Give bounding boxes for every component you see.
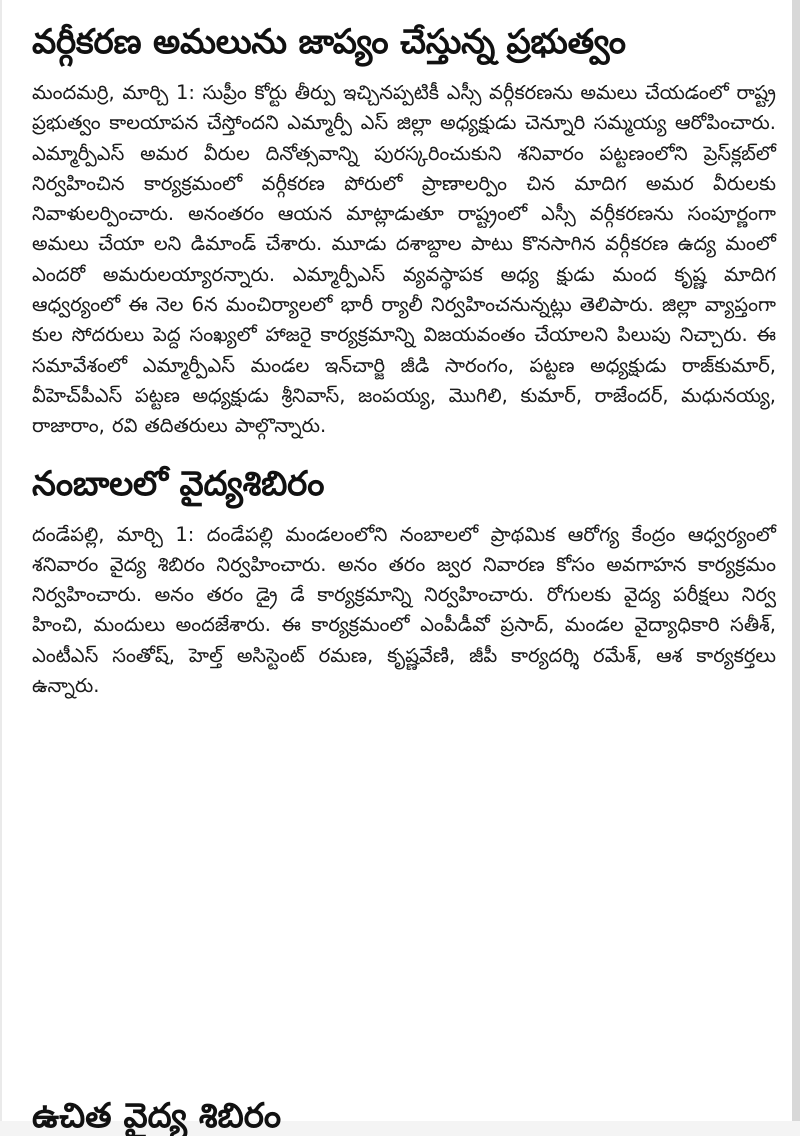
article-body: దండేపల్లి, మార్చి 1: దండేపల్లి మండలంలోని నంబాలలో ప్రాథమిక ఆరోగ్య కేంద్రం ఆధ్వర్యంలో శనివారం వైద్య శిబిరం నిర్వహించారు. అనం తరం జ్వర నివారణ కోసం అవగాహన కార్యక్రమం నిర్వహించారు. అనం తరం డ్రై డే కార్యక్రమాన్ని నిర్వహించారు. రోగులకు వైద్య పరీక్షలు నిర్వ హించి, మందులు అందజేశారు. ఈ కార్యక్రమంలో ఎంపీడీవో ప్రసాద్, మండల వైద్యాధికారి సతీశ్, ఎంటీఎస్ సంతోష్, హెల్త్ అసిస్టెంట్ రమణ, కృష్ణవేణి, జీపీ కార్యదర్శి రమేశ్, ఆశ కార్యకర్తలు ఉన్నారు. — [32, 522, 776, 698]
next-article-headline-cut-off — [32, 1096, 776, 1136]
article-vaidya-shibiram — [32, 456, 776, 702]
articles-column — [32, 14, 776, 701]
article-body: మందమర్రి, మార్చి 1: సుప్రీం కోర్టు తీర్పు ఇచ్చినప్పటికీ ఎస్సీ వర్గీకరణను అమలు చేయడంలో రాష్ట్ర ప్రభుత్వం కాలయాపన చేస్తోందని ఎమ్మార్పీ ఎస్ జిల్లా అధ్యక్షుడు చెన్నూరి సమ్మయ్య ఆరోపించారు. ఎమ్మార్పీఎస్ అమర వీరుల దినోత్సవాన్ని పురస్కరించుకుని శనివారం పట్టణంలోని ప్రెస్‌క్లబ్‌లో నిర్వహించిన కార్యక్రమంలో వర్గీకరణ పోరులో ప్రాణాలర్పిం చిన మాదిగ అమర వీరులకు నివాళులర్పించారు. అనంతరం ఆయన మాట్లాడుతూ రాష్ట్రంలో ఎస్సీ వర్గీకరణను సంపూర్ణంగా అమలు చేయా లని డిమాండ్ చేశారు. మూడు దశాబ్దాల పాటు కొనసాగిన వర్గీకరణ ఉద్య మంలో ఎందరో అమరులయ్యారన్నారు. ఎమ్మార్పీఎస్ వ్యవస్థాపక అధ్య క్షుడు మంద కృష్ణ మాదిగ ఆధ్వర్యంలో ఈ నెల 6న మంచిర్యాలలో భారీ ర్యాలీ నిర్వహించనున్నట్లు తెలిపారు. జిల్లా వ్యాప్తంగా కుల సోదరులు పెద్ద సంఖ్యలో హాజరై కార్యక్రమాన్ని విజయవంతం చేయాలని పిలుపు నిచ్చారు. ఈ సమావేశంలో ఎమ్మార్పీఎస్ మండల ఇన్‌చార్జి జీడి సారంగం, పట్టణ అధ్యక్షుడు రాజ్‌కుమార్, వీహెచ్‌పీఎస్ పట్టణ అధ్యక్షుడు శ్రీనివాస్, జంపయ్య, మొగిలి, కుమార్, రాజేందర్, మధునయ్య, రాజారాం, రవి తదితరులు పాల్గొన్నారు. — [32, 81, 776, 438]
cut-off-headline-text: ఉచిత వైద్య శిబిరం — [32, 1096, 282, 1136]
article-varghikarana — [32, 14, 776, 442]
article-headline: వర్గీకరణ అమలును జాప్యం చేస్తున్న ప్రభుత్వం — [32, 22, 626, 62]
article-headline: నంబాలలో వైద్యశిబిరం — [32, 463, 325, 504]
